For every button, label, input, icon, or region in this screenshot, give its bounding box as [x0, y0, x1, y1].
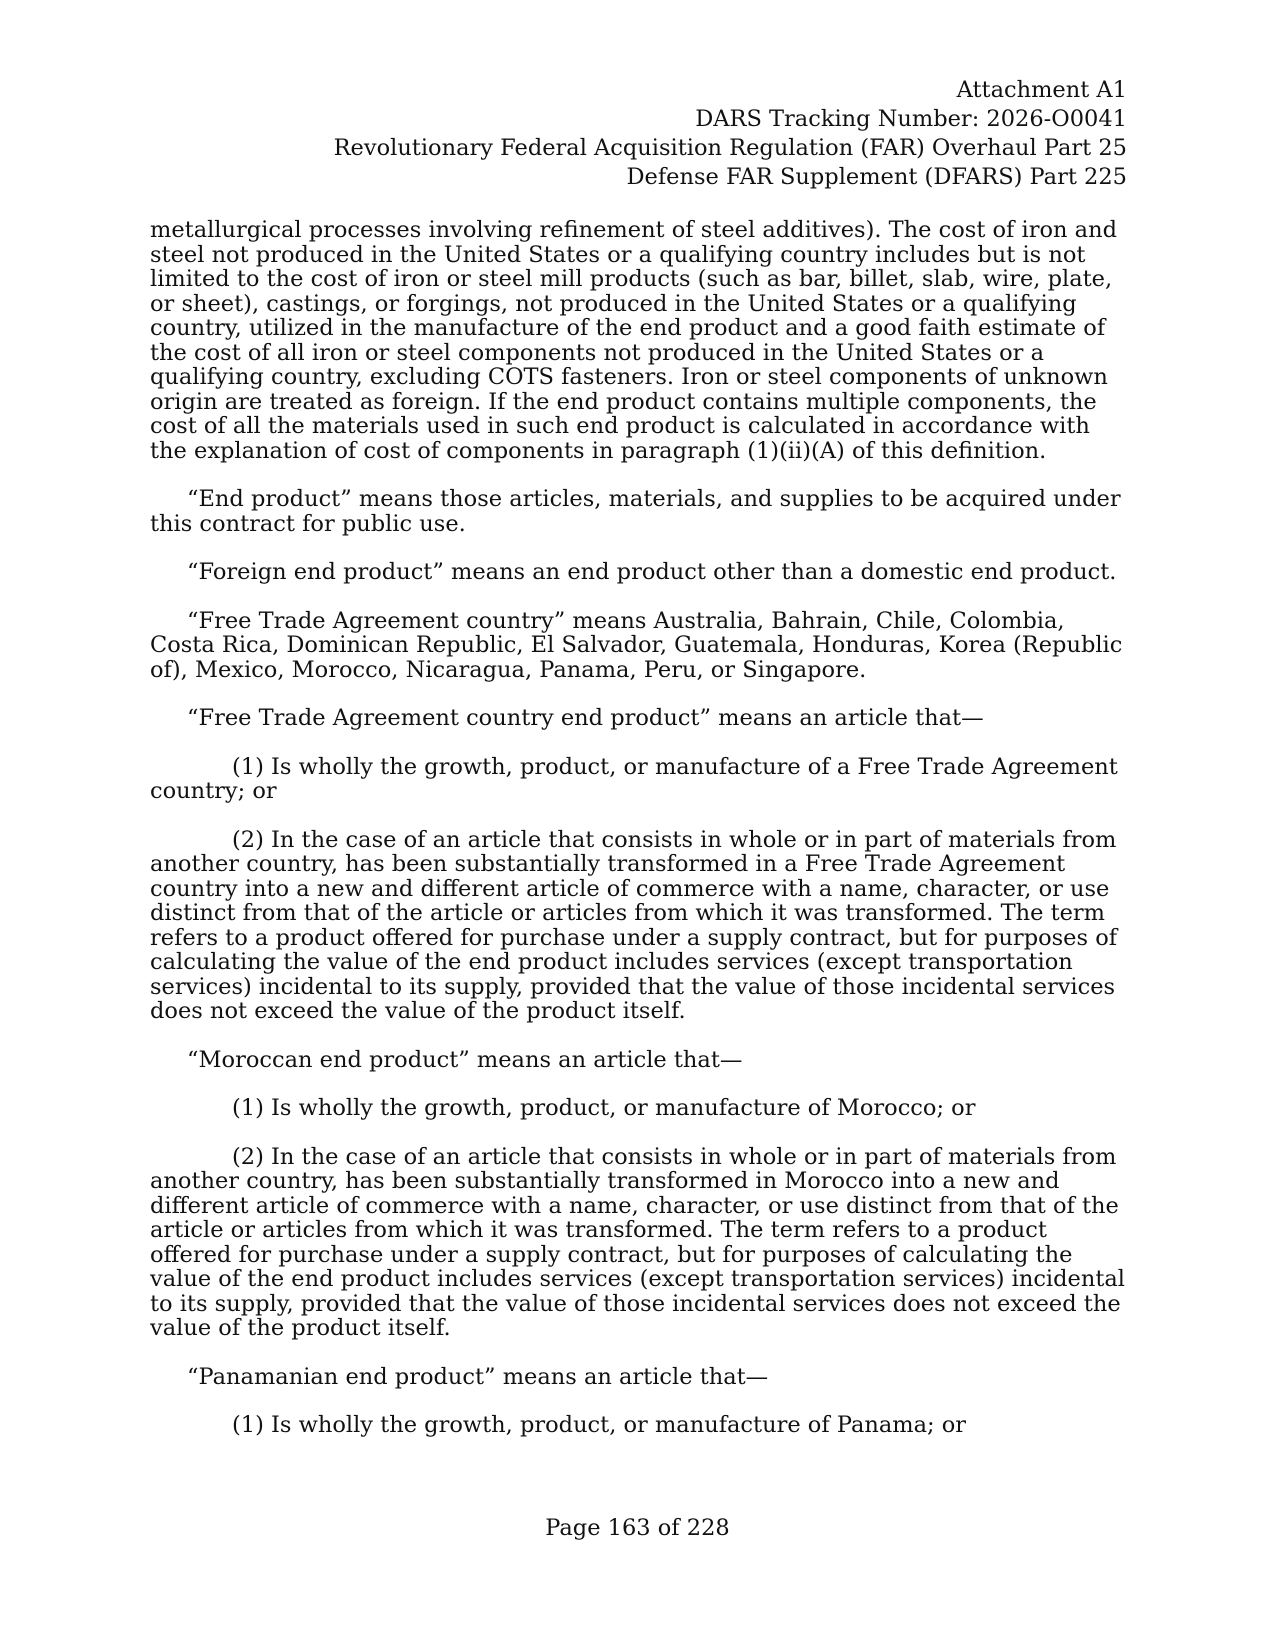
moroccan-subparagraph-1: (1) Is wholly the growth, product, or manufacture of Morocco; or: [232, 1095, 976, 1121]
page-number: Page 163 of 228: [545, 1515, 730, 1541]
paragraph-continuation: metallurgical processes involving refinement of steel additives). The cost of iron and steel not produced in the United States or a qualifying country includes but is not limited to the cost of iron or steel mill products (such as bar, billet, slab, wire, plate, or sheet), castings, or forgings, not produced in the United States or a qualifying country, utilized in the manufacture of the end product and a good faith estimate of the cost of all iron or steel components not produced in the United States or a qualifying country, excluding COTS fasteners. Iron or steel components of unknown origin are treated as foreign. If the end product contains multiple components, the cost of all the materials used in such end product is calculated in accordance with the explanation of cost of components in paragraph (1)(ii)(A) of this definition.: [150, 217, 1117, 464]
document-subtitle: Defense FAR Supplement (DFARS) Part 225: [626, 164, 1127, 190]
attachment-label: Attachment A1: [956, 77, 1127, 103]
definition-fta-country: “Free Trade Agreement country” means Australia, Bahrain, Chile, Colombia, Costa Rica, Dominican Republic, El Salvador, Guatemala, Honduras, Korea (Republic of), Mexico, Morocco, Nicaragua, Panama, Peru, or Singapore.: [150, 607, 1123, 683]
document-title: Revolutionary Federal Acquisition Regulation (FAR) Overhaul Part 25: [333, 135, 1127, 161]
document-body: [150, 218, 1130, 1462]
definition-end-product: “End product” means those articles, materials, and supplies to be acquired under this contract for public use.: [150, 486, 1121, 537]
definition-panamanian-end-product: “Panamanian end product” means an article that—: [187, 1363, 769, 1390]
fta-subparagraph-1: (1) Is wholly the growth, product, or manufacture of a Free Trade Agreement country; or: [150, 753, 1118, 804]
panamanian-subparagraph-1: (1) Is wholly the growth, product, or manufacture of Panama; or: [232, 1412, 967, 1438]
fta-subparagraph-2: (2) In the case of an article that consists in whole or in part of materials from another country, has been substantially transformed in a Free Trade Agreement country into a new and different article of commerce with a name, character, or use distinct from that of the article or articles from which it was transformed. The term refers to a product offered for purchase under a supply contract, but for purposes of calculating the value of the end product includes services (except transportation services) incidental to its supply, provided that the value of those incidental services does not exceed the value of the product itself.: [150, 826, 1118, 1024]
page-header: [227, 76, 1127, 192]
definition-moroccan-end-product: “Moroccan end product” means an article that—: [187, 1046, 743, 1073]
definition-foreign-end-product: “Foreign end product” means an end product other than a domestic end product.: [187, 559, 1117, 585]
tracking-number: DARS Tracking Number: 2026-O0041: [695, 106, 1127, 132]
moroccan-subparagraph-2: (2) In the case of an article that consists in whole or in part of materials from another country, has been substantially transformed in Morocco into a new and different article of commerce with a name, character, or use distinct from that of the article or articles from which it was transformed. The term refers to a product offered for purchase under a supply contract, but for purposes of calculating the value of the end product includes services (except transportation services) incidental to its supply, provided that the value of those incidental services does not exceed the value of the product itself.: [150, 1143, 1125, 1341]
definition-fta-country-end-product: “Free Trade Agreement country end product” means an article that—: [187, 705, 984, 731]
